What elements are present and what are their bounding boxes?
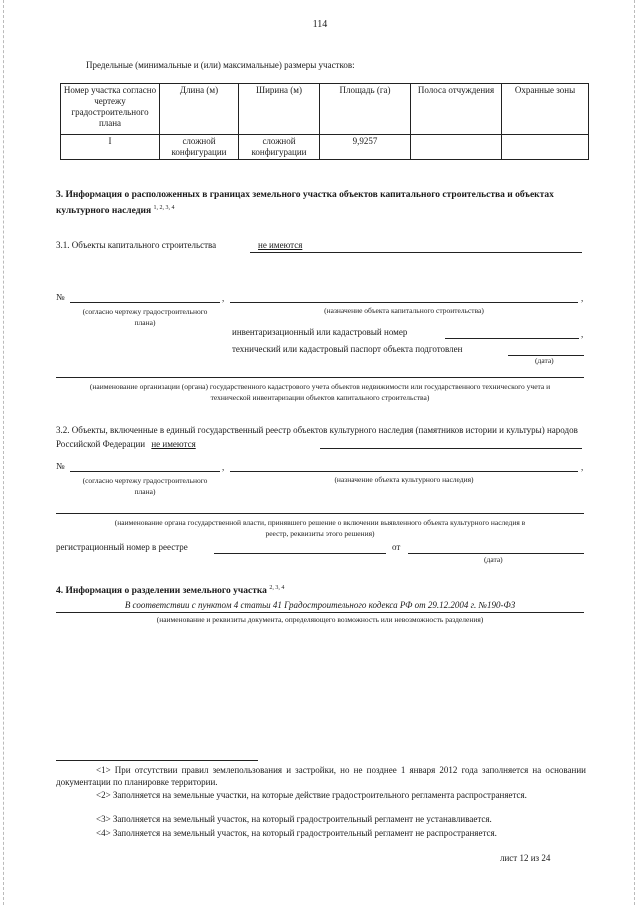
- footnote: <3> Заполняется на земельный участок, на который градостроительный регламент не устанавливается.: [96, 814, 492, 824]
- right-page-edge: [634, 0, 635, 905]
- object-purpose-line: [230, 302, 578, 303]
- caption-heritage-purpose: (назначение объекта культурного наследия): [334, 475, 474, 484]
- section-3-2-label: [56, 423, 586, 451]
- left-page-edge: [3, 0, 4, 905]
- section-3-superscript: 1, 2, 3, 4: [153, 205, 175, 211]
- table-header-cell: Длина (м): [160, 84, 239, 135]
- caption-organ: (наименование органа государственной власти, принявшего решение о включении выявленного объекта культурного наследия в реестр, реквизиты этого решения): [114, 518, 526, 538]
- comma: ,: [581, 462, 584, 472]
- table-header-cell: Площадь (га): [320, 84, 411, 135]
- section-3-title-text: 3. Информация о расположенных в границах земельного участка объектов капитального строительства и объектах культурного наследия: [56, 190, 554, 217]
- comma: ,: [222, 293, 225, 303]
- table-header-cell: Ширина (м): [239, 84, 320, 135]
- caption-drawing-number: (согласно чертежу градостроительного плана): [82, 476, 208, 496]
- footnote: <4> Заполняется на земельный участок, на который градостроительный регламент не распространяется.: [96, 828, 497, 838]
- section-3-2-value-line: [320, 448, 582, 449]
- comma: ,: [222, 462, 225, 472]
- table-header-cell: Номер участка согласно чертежу градостроительного плана: [61, 84, 160, 135]
- comma: ,: [581, 293, 584, 303]
- passport-label: технический или кадастровый паспорт объекта подготовлен: [232, 344, 463, 354]
- section-4-caption: (наименование и реквизиты документа, определяющего возможность или невозможность разделения): [156, 615, 484, 624]
- footnote: <2> Заполняется на земельные участки, на которые действие градостроительного регламента распространяется.: [96, 790, 527, 800]
- table-cell: I: [61, 135, 160, 160]
- section-4-title-text: 4. Информация о разделении земельного участка: [56, 586, 267, 597]
- number-sign: №: [56, 461, 65, 471]
- registry-date-line: [408, 553, 584, 554]
- table-row: [61, 135, 589, 160]
- section-3-title: [56, 189, 592, 218]
- from-label: от: [392, 542, 401, 552]
- organ-line: [56, 513, 584, 514]
- page-number: 114: [312, 19, 328, 30]
- comma: ,: [581, 329, 584, 339]
- table-cell: сложной конфигурации: [239, 135, 320, 160]
- section-3-1-label: 3.1. Объекты капитального строительства: [56, 240, 217, 250]
- registry-number-label: регистрационный номер в реестре: [56, 542, 188, 552]
- date-caption: (дата): [484, 555, 503, 564]
- table-header-cell: Полоса отчуждения: [411, 84, 502, 135]
- section-3-1-value-line: [250, 252, 582, 253]
- section-4-superscript: 2, 3, 4: [269, 585, 285, 591]
- section-3-1-value: не имеются: [258, 240, 303, 250]
- table-cell: [411, 135, 502, 160]
- table-cell: сложной конфигурации: [160, 135, 239, 160]
- sheet-number: лист 12 из 24: [500, 853, 551, 863]
- caption-drawing-number: (согласно чертежу градостроительного плана): [82, 307, 208, 327]
- organization-line: [56, 377, 584, 378]
- table-header-row: [61, 84, 589, 135]
- footnote-separator: [56, 760, 258, 761]
- table-header-cell: Охранные зоны: [502, 84, 589, 135]
- caption-object-purpose: (назначение объекта капитального строительства): [324, 306, 484, 315]
- section-4-value: В соответствии с пунктом 4 статьи 41 Градостроительного кодекса РФ от 29.12.2004 г. №190-ФЗ: [124, 600, 516, 610]
- inventory-label: инвентаризационный или кадастровый номер: [232, 327, 408, 337]
- inventory-line: [445, 338, 579, 339]
- object-number-line: [70, 302, 220, 303]
- number-sign: №: [56, 292, 65, 302]
- caption-organization: (наименование организации (органа) государственного кадастрового учета объектов недвижимости или государственного технического учета и технической инвентаризации объектов капитального строительства): [89, 382, 551, 402]
- table-cell: [502, 135, 589, 160]
- section-4-value-line: [56, 612, 584, 613]
- section-4-title: [56, 585, 284, 596]
- heritage-number-line: [70, 471, 220, 472]
- section-3-2-value: не имеются: [151, 439, 196, 449]
- date-caption: (дата): [535, 356, 554, 365]
- section-3-2-label-text: 3.2. Объекты, включенные в единый государственный реестр объектов культурного наследия (памятников истории и культуры) народов Российской Федерации: [56, 425, 578, 449]
- registry-number-line: [214, 553, 386, 554]
- sizes-title: Предельные (минимальные и (или) максимальные) размеры участков:: [86, 60, 355, 70]
- heritage-purpose-line: [230, 471, 578, 472]
- footnote: <1> При отсутствии правил землепользования и застройки, но не позднее 1 января 2012 года заполняется на основании документации по планировке территории.: [56, 765, 586, 787]
- table-cell: 9,9257: [320, 135, 411, 160]
- sizes-table: [60, 83, 589, 160]
